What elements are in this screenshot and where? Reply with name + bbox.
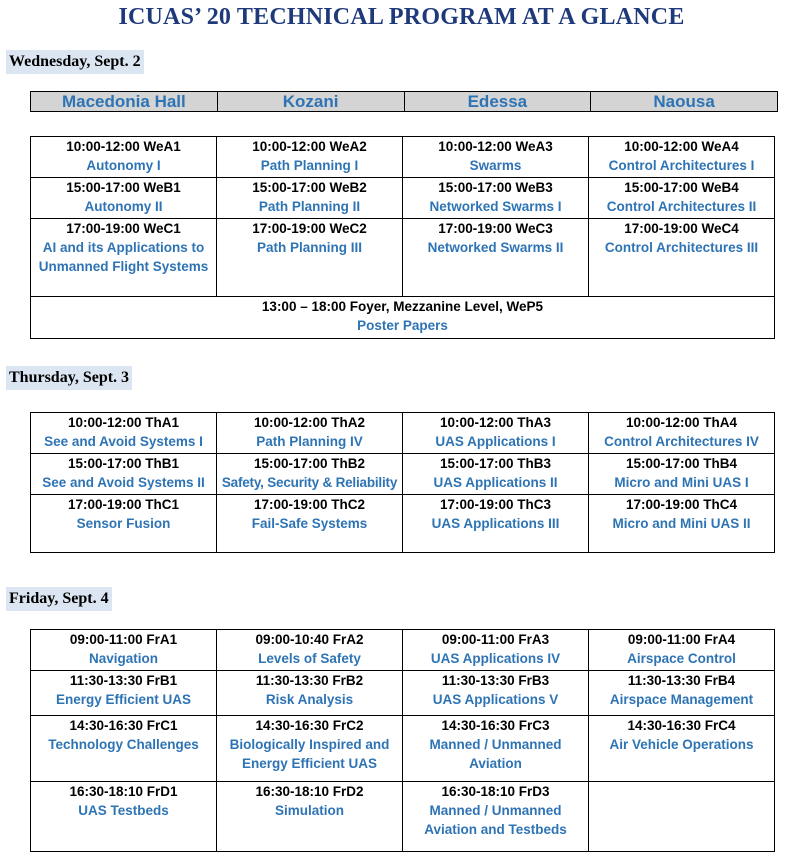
session-slot: 10:00-12:00 ThA4 xyxy=(625,415,738,430)
table-row xyxy=(31,671,775,716)
session-slot: 10:00-12:00 WeA3 xyxy=(438,139,553,154)
poster-session-cell xyxy=(31,297,775,339)
session-topic: Autonomy I xyxy=(86,158,161,173)
session-topic: Safety, Security & Reliability xyxy=(221,475,398,490)
session-slot: 09:00-11:00 FrA4 xyxy=(627,632,736,647)
session-cell xyxy=(31,454,217,495)
session-topic: Swarms xyxy=(469,158,522,173)
session-cell xyxy=(217,413,403,454)
session-slot: 09:00-11:00 FrA1 xyxy=(69,632,178,647)
session-cell xyxy=(31,630,217,671)
session-cell xyxy=(403,219,589,297)
session-cell xyxy=(217,495,403,553)
session-topic: Airspace Control xyxy=(627,651,736,666)
session-slot: 09:00-10:40 FrA2 xyxy=(255,632,364,647)
session-cell xyxy=(31,671,217,716)
room-macedonia-hall: Macedonia Hall xyxy=(31,92,218,112)
session-cell xyxy=(403,716,589,782)
session-cell xyxy=(31,178,217,219)
session-cell xyxy=(403,671,589,716)
table-row xyxy=(31,297,775,339)
table-row xyxy=(31,495,775,553)
session-cell xyxy=(217,178,403,219)
session-slot: 15:00-17:00 ThB4 xyxy=(625,456,738,471)
session-topic: UAS Testbeds xyxy=(78,803,169,818)
session-cell xyxy=(403,495,589,553)
session-slot: 15:00-17:00 WeB1 xyxy=(66,180,181,195)
table-row xyxy=(31,219,775,297)
session-cell xyxy=(403,178,589,219)
session-slot: 15:00-17:00 WeB2 xyxy=(252,180,367,195)
session-cell xyxy=(217,716,403,782)
session-topic: UAS Applications II xyxy=(433,475,558,490)
session-slot: 17:00-19:00 ThC1 xyxy=(67,497,180,512)
session-cell xyxy=(589,219,775,297)
session-cell xyxy=(31,219,217,297)
session-cell xyxy=(403,782,589,852)
session-topic: Micro and Mini UAS I xyxy=(614,475,749,490)
session-topic: Control Architectures III xyxy=(604,240,759,255)
session-topic: Navigation xyxy=(88,651,158,666)
session-topic: Control Architectures IV xyxy=(604,434,759,449)
session-topic: See and Avoid Systems I xyxy=(44,434,203,449)
session-cell xyxy=(589,178,775,219)
session-topic: UAS Applications I xyxy=(435,434,556,449)
session-cell xyxy=(403,137,589,178)
session-topic: Networked Swarms I xyxy=(429,199,562,214)
session-slot: 14:30-16:30 FrC2 xyxy=(255,718,364,733)
session-topic: Manned / Unmanned Aviation xyxy=(429,737,562,771)
session-cell xyxy=(589,671,775,716)
session-topic: Path Planning IV xyxy=(256,434,363,449)
session-slot: 14:30-16:30 FrC1 xyxy=(69,718,178,733)
session-topic: Control Architectures I xyxy=(608,158,755,173)
session-slot: 14:30-16:30 FrC3 xyxy=(441,718,550,733)
room-edessa: Edessa xyxy=(404,92,591,112)
session-cell xyxy=(217,454,403,495)
session-topic: Control Architectures II xyxy=(606,199,757,214)
day-heading-friday: Friday, Sept. 4 xyxy=(6,587,112,611)
session-topic: Path Planning I xyxy=(260,158,359,173)
session-slot: 11:30-13:30 FrB1 xyxy=(69,673,178,688)
session-cell xyxy=(31,413,217,454)
session-topic: UAS Applications V xyxy=(432,692,559,707)
session-slot: 16:30-18:10 FrD2 xyxy=(255,784,364,799)
session-topic: Manned / Unmanned Aviation and Testbeds xyxy=(424,803,567,837)
session-cell-empty xyxy=(589,782,775,852)
table-row xyxy=(31,137,775,178)
session-topic: UAS Applications IV xyxy=(430,651,561,666)
session-slot: 09:00-11:00 FrA3 xyxy=(441,632,550,647)
session-cell xyxy=(217,630,403,671)
session-slot: 11:30-13:30 FrB3 xyxy=(441,673,550,688)
session-topic: Simulation xyxy=(274,803,344,818)
session-cell xyxy=(589,413,775,454)
session-cell xyxy=(217,671,403,716)
room-header-row xyxy=(30,91,778,112)
session-slot: 16:30-18:10 FrD1 xyxy=(69,784,178,799)
table-row xyxy=(31,782,775,852)
session-slot: 16:30-18:10 FrD3 xyxy=(441,784,550,799)
session-topic: Path Planning II xyxy=(258,199,361,214)
room-naousa: Naousa xyxy=(591,92,778,112)
session-slot: 15:00-17:00 ThB2 xyxy=(253,456,366,471)
session-topic: Micro and Mini UAS II xyxy=(612,516,751,531)
wednesday-schedule-table xyxy=(30,136,775,339)
friday-schedule-table xyxy=(30,629,775,852)
session-topic: Sensor Fusion xyxy=(76,516,171,531)
session-slot: 10:00-12:00 ThA1 xyxy=(67,415,180,430)
session-cell xyxy=(403,630,589,671)
table-row xyxy=(31,178,775,219)
table-row xyxy=(31,716,775,782)
session-topic: UAS Applications III xyxy=(431,516,560,531)
session-cell xyxy=(403,413,589,454)
session-topic: Fail-Safe Systems xyxy=(251,516,368,531)
session-slot: 15:00-17:00 ThB1 xyxy=(67,456,180,471)
session-topic: Networked Swarms II xyxy=(427,240,564,255)
session-topic: See and Avoid Systems II xyxy=(42,475,205,490)
session-slot: 10:00-12:00 WeA4 xyxy=(624,139,739,154)
session-slot: 10:00-12:00 ThA3 xyxy=(439,415,552,430)
session-topic: Airspace Management xyxy=(609,692,754,707)
session-slot: 10:00-12:00 ThA2 xyxy=(253,415,366,430)
session-slot: 14:30-16:30 FrC4 xyxy=(627,718,736,733)
thursday-schedule-table xyxy=(30,412,775,553)
session-slot: 11:30-13:30 FrB2 xyxy=(255,673,364,688)
session-cell xyxy=(31,782,217,852)
session-topic: Biologically Inspired and Energy Efficient UAS xyxy=(229,737,390,771)
session-cell xyxy=(589,630,775,671)
session-slot: 17:00-19:00 ThC3 xyxy=(439,497,552,512)
session-slot: 11:30-13:30 FrB4 xyxy=(627,673,736,688)
session-topic: Poster Papers xyxy=(357,318,448,333)
session-cell xyxy=(217,782,403,852)
session-slot: 17:00-19:00 ThC4 xyxy=(625,497,738,512)
session-cell xyxy=(589,716,775,782)
session-slot: 17:00-19:00 WeC2 xyxy=(252,221,367,236)
session-topic: Air Vehicle Operations xyxy=(609,737,754,752)
session-slot: 15:00-17:00 ThB3 xyxy=(439,456,552,471)
session-topic: Path Planning III xyxy=(256,240,362,255)
day-heading-thursday: Thursday, Sept. 3 xyxy=(6,366,132,390)
day-heading-wednesday: Wednesday, Sept. 2 xyxy=(6,50,144,74)
session-slot: 17:00-19:00 ThC2 xyxy=(253,497,366,512)
session-topic: Technology Challenges xyxy=(48,737,199,752)
table-row xyxy=(31,630,775,671)
session-cell xyxy=(589,137,775,178)
session-topic: Risk Analysis xyxy=(265,692,354,707)
session-slot: 17:00-19:00 WeC4 xyxy=(624,221,739,236)
table-row xyxy=(31,413,775,454)
session-slot: 15:00-17:00 WeB3 xyxy=(438,180,553,195)
session-slot: 13:00 – 18:00 Foyer, Mezzanine Level, WeP5 xyxy=(261,299,544,314)
page-title: ICUAS’ 20 TECHNICAL PROGRAM AT A GLANCE xyxy=(118,4,685,30)
session-cell xyxy=(217,137,403,178)
session-cell xyxy=(31,137,217,178)
session-cell xyxy=(589,495,775,553)
session-topic: Energy Efficient UAS xyxy=(55,692,192,707)
room-kozani: Kozani xyxy=(217,92,404,112)
session-cell xyxy=(403,454,589,495)
session-slot: 10:00-12:00 WeA2 xyxy=(252,139,367,154)
table-row xyxy=(31,454,775,495)
session-cell xyxy=(589,454,775,495)
session-topic: AI and its Applications to Unmanned Flight Systems xyxy=(38,240,209,274)
session-cell xyxy=(217,219,403,297)
session-cell xyxy=(31,495,217,553)
session-slot: 17:00-19:00 WeC1 xyxy=(66,221,181,236)
session-cell xyxy=(31,716,217,782)
session-slot: 15:00-17:00 WeB4 xyxy=(624,180,739,195)
session-slot: 10:00-12:00 WeA1 xyxy=(66,139,181,154)
session-topic: Autonomy II xyxy=(84,199,163,214)
session-slot: 17:00-19:00 WeC3 xyxy=(438,221,553,236)
session-topic: Levels of Safety xyxy=(258,651,361,666)
